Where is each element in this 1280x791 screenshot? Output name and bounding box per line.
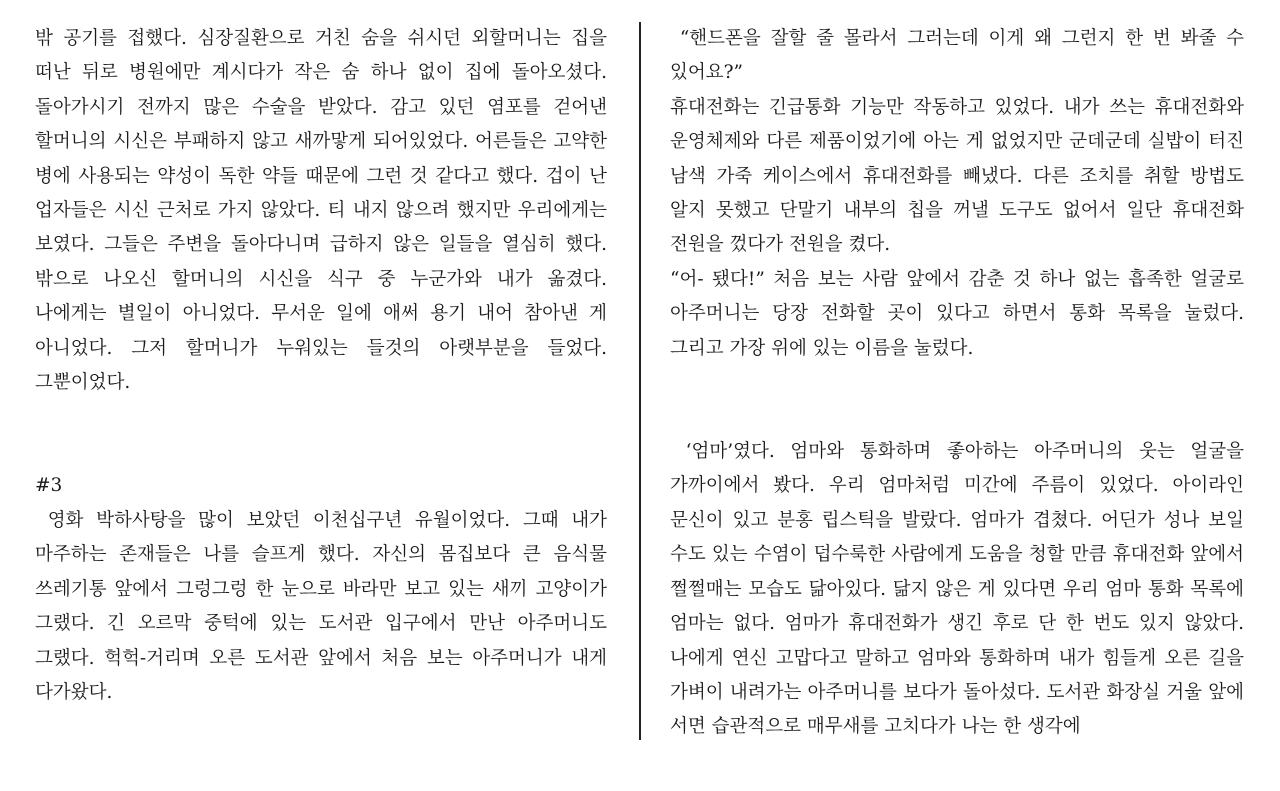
left-column [35, 22, 613, 710]
body-paragraph: ‘엄마’였다. 엄마와 통화하며 좋아하는 아주머니의 웃는 얼굴을 가까이에서 봤다. 우리 엄마처럼 미간에 주름이 있었다. 아이라인 문신이 있고 분홍 립스틱을 발랐다. 엄마가 겹쳤다. 어딘가 성나 보일 수도 있는 수염이 덥수룩한 사람에게 도움을 청할 만큼 휴대전화 앞에서 쩔쩔매는 모습도 닮아있다. 닮지 않은 게 있다면 우리 엄마 통화 목록에 엄마는 없다. 엄마가 휴대전화가 생긴 후로 단 한 번도 있지 않았다. 나에게 연신 고맙다고 말하고 엄마와 통화하며 내가 힘들게 오른 길을 가벼이 내려가는 아주머니를 보다가 돌아섰다. 도서관 화장실 거울 앞에 서면 습관적으로 매무새를 고치다가 나는 한 생각에 [670, 441, 1250, 738]
right-column [670, 22, 1250, 745]
body-paragraph: 휴대전화는 긴급통화 기능만 작동하고 있었다. 내가 쓰는 휴대전화와 운영체제와 다른 제품이었기에 아는 게 없었지만 군데군데 실밥이 터진 남색 가죽 케이스에서 휴대전화를 빼냈다. 다른 조치를 취할 방법도 알지 못했고 단말기 내부의 칩을 꺼낼 도구도 없어서 일단 휴대전화 전원을 껐다가 전원을 켰다. [670, 96, 1244, 256]
body-paragraph: “핸드폰을 잘할 줄 몰라서 그러는데 이게 왜 그런지 한 번 봐줄 수 있어요?” [670, 28, 1250, 84]
section-gap [35, 400, 607, 469]
left-text-block-2 [35, 469, 613, 710]
left-text-block-1 [35, 22, 607, 400]
body-paragraph: 밖 공기를 접했다. 심장질환으로 거친 숨을 쉬시던 외할머니는 집을 떠난 뒤로 병원에만 계시다가 작은 숨 하나 없이 집에 돌아오셨다. 돌아가시기 전까지 많은 수술을 받았다. 감고 있던 염포를 걷어낸 할머니의 시신은 부패하지 않고 새까맣게 되어있었다. 어른들은 고약한 병에 사용되는 약성이 독한 약들 때문에 그런 것 같다고 했다. 겁이 난 업자들은 시신 근처로 가지 않았다. 티 내지 않으려 했지만 우리에게는 보였다. 그들은 주변을 돌아다니며 급하지 않은 일들을 열심히 했다. 밖으로 나오신 할머니의 시신을 식구 중 누군가와 내가 옮겼다. 나에게는 별일이 아니었다. 무서운 일에 애써 용기 내어 참아낸 게 아니었다. 그저 할머니가 누워있는 들것의 아랫부분을 들었다. 그뿐이었다. [35, 28, 607, 394]
column-divider [639, 22, 641, 740]
section-heading: #3 [35, 475, 63, 497]
body-paragraph: “어- 됐다!” 처음 보는 사람 앞에서 감춘 것 하나 없는 흡족한 얼굴로 아주머니는 당장 전화할 곳이 있다고 하면서 통화 목록을 눌렀다. 그리고 가장 위에 있는 이름을 눌렀다. [670, 268, 1244, 359]
section-gap [670, 366, 1244, 435]
body-paragraph: 영화 박하사탕을 많이 보았던 이천십구년 유월이었다. 그때 내가 마주하는 존재들은 나를 슬프게 했다. 자신의 몸집보다 큰 음식물 쓰레기통 앞에서 그렁그렁 한 눈으로 바라만 보고 있는 새끼 고양이가 그랬다. 긴 오르막 중턱에 있는 도서관 입구에서 만난 아주머니도 그랬다. 헉헉-거리며 오른 도서관 앞에서 처음 보는 아주머니가 내게 다가왔다. [35, 509, 613, 703]
right-text-block-1 [670, 22, 1250, 366]
right-text-block-2 [670, 435, 1250, 745]
